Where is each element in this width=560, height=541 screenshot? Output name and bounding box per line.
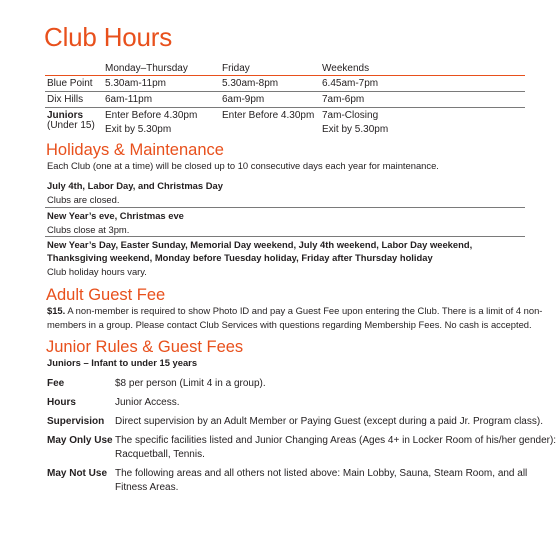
row-label: Dix Hills [47, 94, 84, 105]
row-label: Blue Point [47, 78, 93, 89]
rule-label: Fee [47, 378, 65, 389]
section-rule [45, 207, 525, 208]
rule-text: Fitness Areas. [115, 482, 179, 493]
table-cell: 6am-9pm [222, 94, 265, 105]
rule-text: Direct supervision by an Adult Member or Paying Guest (except during a paid Jr. Program class). [115, 416, 543, 427]
holiday-group-heading: Thanksgiving weekend, Monday before Tuesday holiday, Friday after Thursday holiday [47, 252, 433, 263]
guest-fee-amount: $15. [47, 305, 66, 316]
holiday-group-note: Club holiday hours vary. [47, 266, 147, 277]
table-cell: 6.45am-7pm [322, 78, 379, 89]
holidays-title: Holidays & Maintenance [46, 141, 224, 159]
table-cell: Exit by 5.30pm [105, 124, 172, 135]
holidays-intro: Each Club (one at a time) will be closed up to 10 consecutive days each year for maintenance. [47, 160, 439, 171]
table-cell: Enter Before 4.30pm [222, 110, 315, 121]
table-cell: 5.30am-11pm [105, 78, 166, 89]
club-hours-title: Club Hours [44, 22, 173, 52]
rule-label: Hours [47, 397, 76, 408]
junior-rules-title: Junior Rules & Guest Fees [46, 338, 244, 356]
guest-fee-line [47, 304, 555, 319]
rule-text: The following areas and all others not listed above: Main Lobby, Sauna, Steam Room, and all [115, 468, 528, 479]
guest-fee-line: members in a group. Please contact Club Services with questions regarding Membership Fees. No cash is accepted. [47, 319, 532, 330]
holiday-group-note: Clubs are closed. [47, 194, 120, 205]
rule-label: Supervision [47, 416, 105, 427]
table-rule [45, 91, 525, 92]
row-sublabel: (Under 15) [47, 120, 95, 131]
table-cell: 6am-11pm [105, 94, 153, 105]
holiday-group-heading: July 4th, Labor Day, and Christmas Day [47, 180, 223, 191]
table-cell: Enter Before 4.30pm [105, 110, 198, 121]
rule-text: Racquetball, Tennis. [115, 449, 205, 460]
rule-text: The specific facilities listed and Junior Changing Areas (Ages 4+ in Locker Room of his/her gender): [115, 435, 557, 446]
rule-text: Junior Access. [115, 397, 180, 408]
guest-fee-text: A non-member is required to show Photo ID and pay a Guest Fee upon entering the Club. There is a limit of 4 non- [65, 305, 543, 316]
table-cell: 7am-Closing [322, 110, 379, 121]
section-rule [45, 236, 525, 237]
rule-label: May Only Use [47, 435, 113, 446]
table-rule [45, 107, 525, 108]
junior-rules-subtitle: Juniors – Infant to under 15 years [47, 357, 198, 368]
column-header-weekends: Weekends [322, 63, 370, 74]
column-header-friday: Friday [222, 63, 250, 74]
row-label: Juniors [47, 110, 84, 121]
table-rule [45, 75, 525, 76]
rule-text: $8 per person (Limit 4 in a group). [115, 378, 266, 389]
holiday-group-note: Clubs close at 3pm. [47, 224, 130, 235]
table-cell: 5.30am-8pm [222, 78, 279, 89]
holiday-group-heading: New Year’s eve, Christmas eve [47, 210, 184, 221]
column-header-mon-thu: Monday–Thursday [105, 63, 188, 74]
holiday-group-heading: New Year’s Day, Easter Sunday, Memorial Day weekend, July 4th weekend, Labor Day weekend, [47, 239, 473, 250]
table-cell: 7am-6pm [322, 94, 365, 105]
rule-label: May Not Use [47, 468, 108, 479]
table-cell: Exit by 5.30pm [322, 124, 389, 135]
guest-fee-title: Adult Guest Fee [46, 286, 166, 304]
